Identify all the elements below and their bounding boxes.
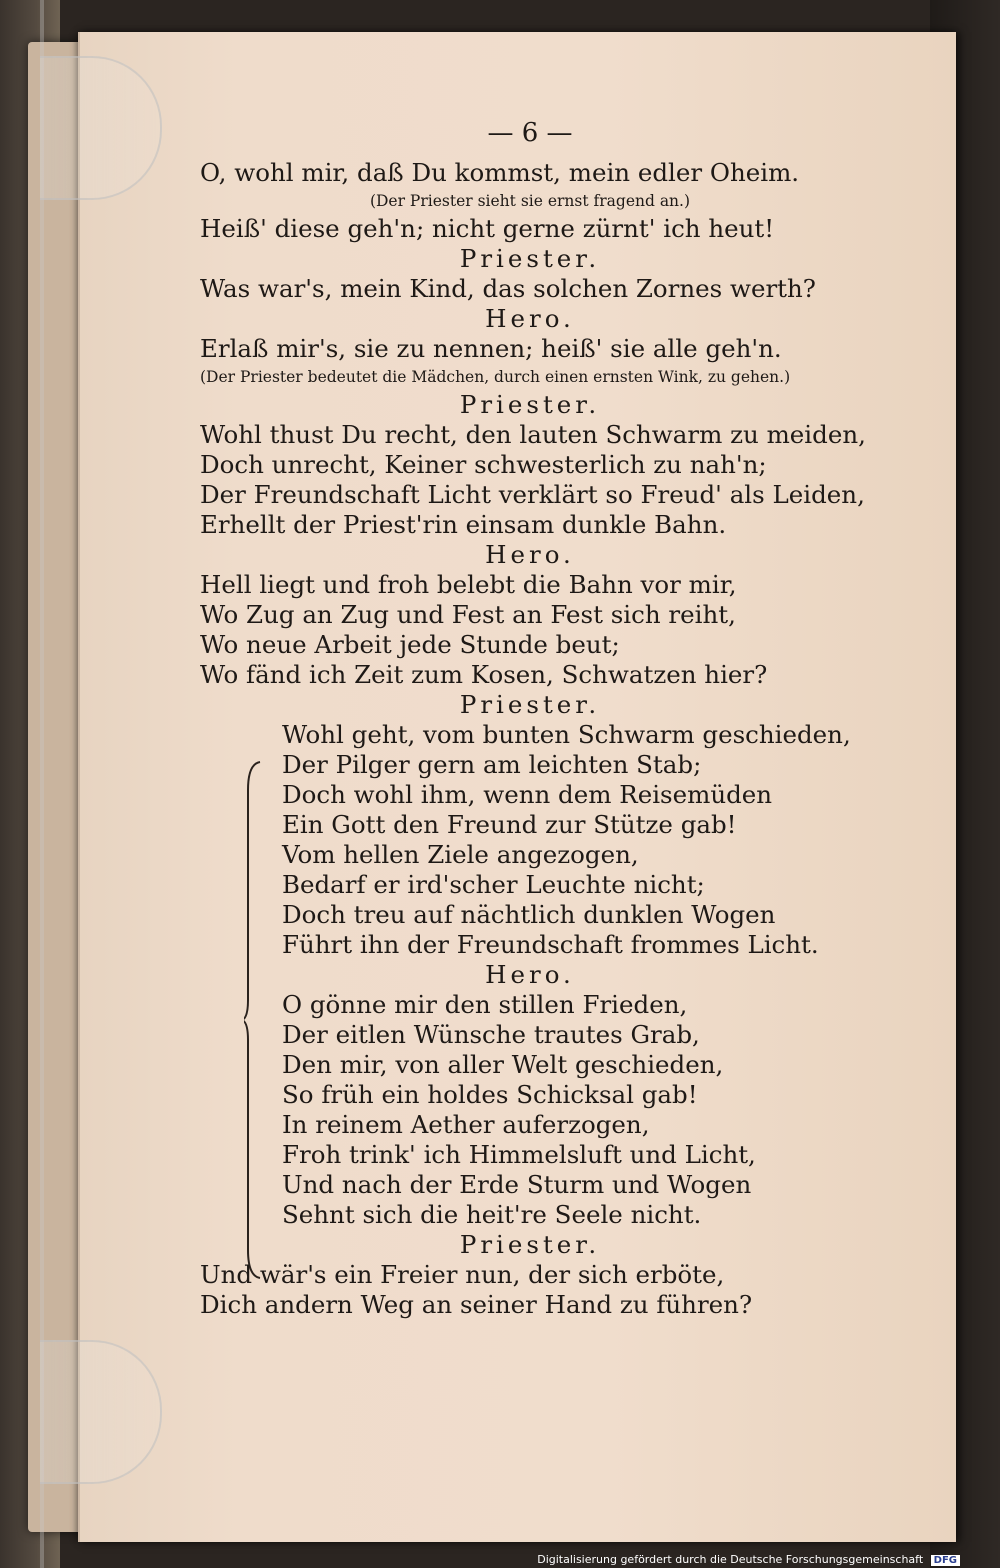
verse-line: Heiß' diese geh'n; nicht gerne zürnt' ich heut! — [200, 214, 775, 243]
verse-line: In reinem Aether auferzogen, — [282, 1110, 650, 1139]
stage-direction: (Der Priester bedeutet die Mädchen, durch einen ernsten Wink, zu gehen.) — [200, 368, 791, 386]
speaker-name: Priester. — [459, 690, 601, 719]
verse-line: Wo neue Arbeit jede Stunde beut; — [200, 630, 620, 659]
verse-line: Und nach der Erde Sturm und Wogen — [282, 1170, 752, 1199]
verse-line: Und wär's ein Freier nun, der sich erböte, — [200, 1260, 725, 1289]
speaker-name: Priester. — [459, 1230, 601, 1259]
verse-line: Führt ihn der Freundschaft frommes Licht. — [282, 930, 819, 959]
verse-line: Doch treu auf nächtlich dunklen Wogen — [282, 900, 776, 929]
verse-line: Sehnt sich die heit're Seele nicht. — [282, 1200, 702, 1229]
speaker-name: Hero. — [485, 540, 575, 569]
verse-line: Wohl geht, vom bunten Schwarm geschieden, — [282, 720, 851, 749]
footer-credit — [537, 1553, 960, 1566]
verse-line: Ein Gott den Freund zur Stütze gab! — [282, 810, 737, 839]
clip-bar — [40, 0, 44, 1568]
speaker-name: Hero. — [485, 960, 575, 989]
page-number: — 6 — — [487, 118, 573, 148]
verse-line: Doch wohl ihm, wenn dem Reisemüden — [282, 780, 773, 809]
verse-line: Hell liegt und froh belebt die Bahn vor mir, — [200, 570, 737, 599]
speaker-name: Priester. — [459, 244, 601, 273]
verse-line: O gönne mir den stillen Frieden, — [282, 990, 688, 1019]
verse-line: Der Freundschaft Licht verklärt so Freud' als Leiden, — [200, 480, 865, 509]
verse-line: Der eitlen Wünsche trautes Grab, — [282, 1020, 700, 1049]
verse-line: Doch unrecht, Keiner schwesterlich zu nah'n; — [200, 450, 767, 479]
verse-line: Der Pilger gern am leichten Stab; — [282, 750, 702, 779]
footer-credit-text: Digitalisierung gefördert durch die Deutsche Forschungsgemeinschaft — [537, 1553, 924, 1566]
verse-line: Wohl thust Du recht, den lauten Schwarm zu meiden, — [200, 420, 866, 449]
verse-line: Bedarf er ird'scher Leuchte nicht; — [282, 870, 705, 899]
verse-line: Froh trink' ich Himmelsluft und Licht, — [282, 1140, 756, 1169]
verse-line: Erlaß mir's, sie zu nennen; heiß' sie alle geh'n. — [200, 334, 782, 363]
speaker-name: Hero. — [485, 304, 575, 333]
verse-line: Was war's, mein Kind, das solchen Zornes werth? — [200, 274, 816, 303]
verse-line: Wo fänd ich Zeit zum Kosen, Schwatzen hier? — [200, 660, 768, 689]
verse-line: Erhellt der Priest'rin einsam dunkle Bahn. — [200, 510, 727, 539]
verse-line: O, wohl mir, daß Du kommst, mein edler Oheim. — [200, 158, 800, 187]
verse-line: So früh ein holdes Schicksal gab! — [282, 1080, 698, 1109]
verse-line: Wo Zug an Zug und Fest an Fest sich reiht, — [200, 600, 736, 629]
stage-direction: (Der Priester sieht sie ernst fragend an.) — [369, 192, 691, 210]
dfg-logo: DFG — [931, 1555, 960, 1566]
verse-line: Vom hellen Ziele angezogen, — [282, 840, 639, 869]
verse-line: Dich andern Weg an seiner Hand zu führen? — [200, 1290, 753, 1319]
verse-line: Den mir, von aller Welt geschieden, — [282, 1050, 724, 1079]
speaker-name: Priester. — [459, 390, 601, 419]
page-text — [200, 108, 866, 1320]
